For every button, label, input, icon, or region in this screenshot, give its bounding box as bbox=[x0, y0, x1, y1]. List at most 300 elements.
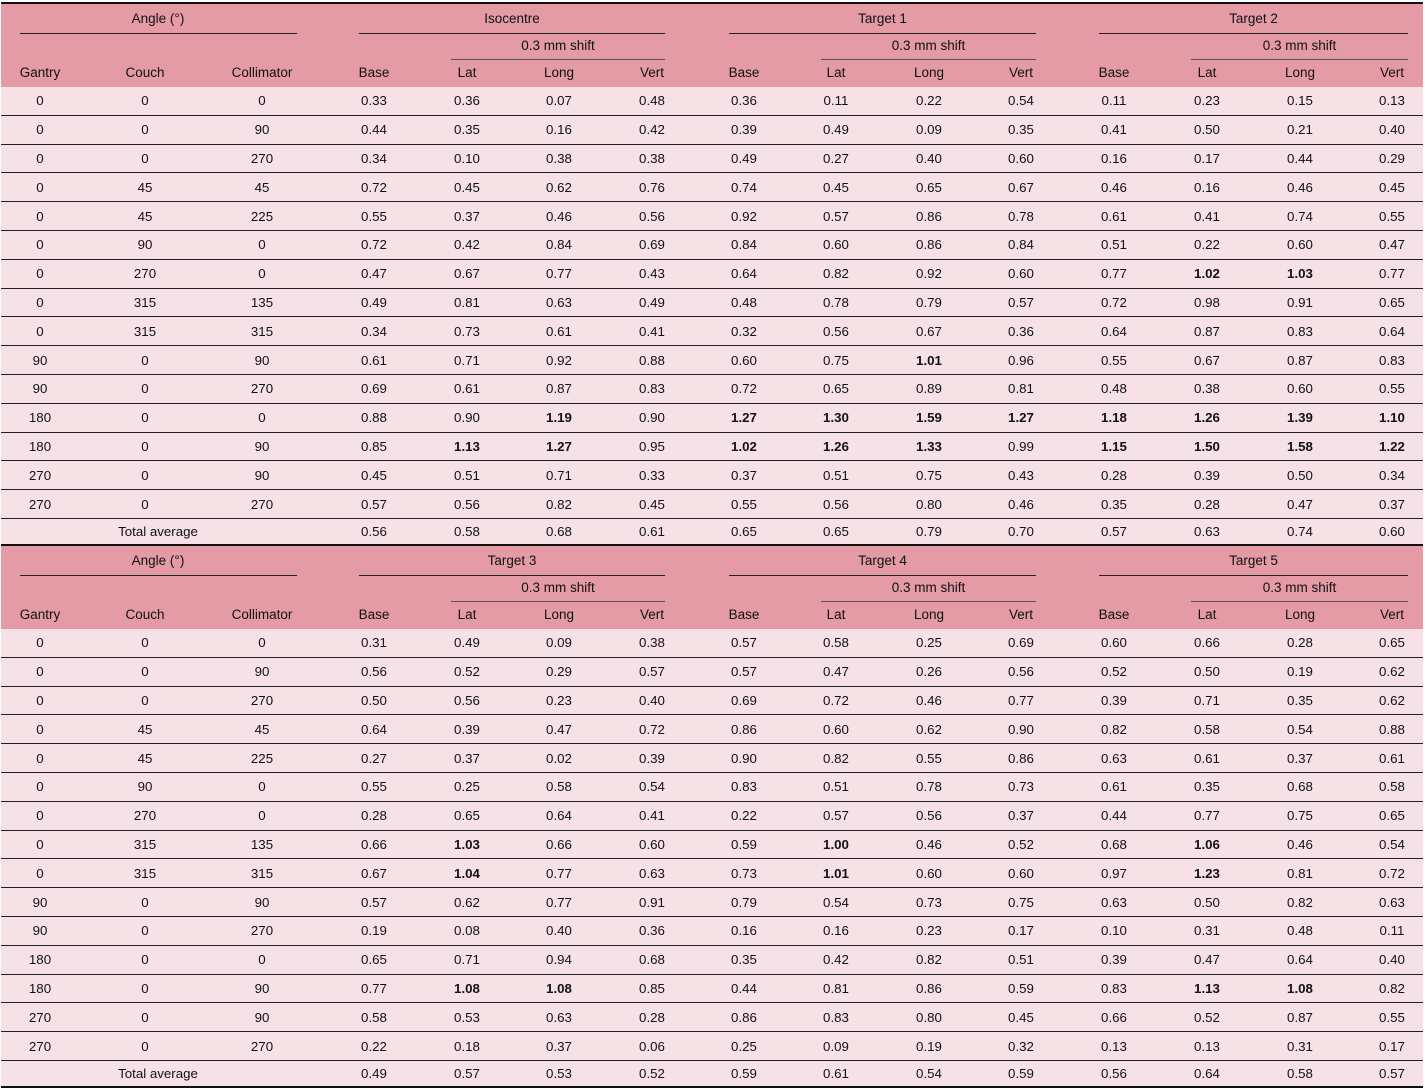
value-cell-bold: 1.08 bbox=[454, 980, 480, 996]
column-header-collimator: Collimator bbox=[231, 65, 293, 80]
table-header bbox=[1, 4, 1423, 87]
angle-cell-collimator: 90 bbox=[254, 467, 270, 483]
angle-cell-collimator: 0 bbox=[258, 410, 266, 426]
value-cell: 0.88 bbox=[361, 410, 387, 426]
value-cell: 0.52 bbox=[454, 664, 480, 680]
angle-cell-collimator: 90 bbox=[254, 664, 270, 680]
angle-cell-gantry: 0 bbox=[36, 779, 44, 795]
column-header-target-4-lat: Lat bbox=[826, 606, 846, 622]
angle-header-rule bbox=[20, 33, 297, 34]
value-cell: 0.36 bbox=[731, 93, 757, 109]
value-cell: 0.36 bbox=[454, 93, 480, 109]
value-cell: 0.82 bbox=[1287, 894, 1313, 910]
value-cell: 0.55 bbox=[1379, 1009, 1405, 1025]
angle-cell-collimator: 270 bbox=[250, 1038, 274, 1054]
value-cell: 0.65 bbox=[1379, 808, 1405, 824]
value-cell: 0.37 bbox=[731, 467, 757, 483]
angle-cell-couch: 0 bbox=[141, 150, 149, 166]
value-cell: 0.58 bbox=[1379, 779, 1405, 795]
total-average-value: 0.65 bbox=[731, 523, 757, 539]
angle-cell-collimator: 90 bbox=[254, 438, 270, 454]
value-cell-bold: 1.13 bbox=[1194, 980, 1220, 996]
table-row bbox=[1, 259, 1423, 288]
value-cell: 0.63 bbox=[1379, 894, 1405, 910]
table-row bbox=[1, 316, 1423, 345]
value-cell: 0.72 bbox=[731, 381, 757, 397]
angle-cell-collimator: 90 bbox=[254, 980, 270, 996]
angle-cell-gantry: 0 bbox=[36, 237, 44, 253]
angle-cell-couch: 0 bbox=[141, 894, 149, 910]
value-cell: 0.37 bbox=[1379, 496, 1405, 512]
column-header-target-2-base: Base bbox=[1098, 65, 1130, 80]
angle-cell-collimator: 0 bbox=[258, 266, 266, 282]
angle-cell-couch: 45 bbox=[137, 721, 153, 737]
value-cell: 0.60 bbox=[1008, 150, 1034, 166]
angle-cell-collimator: 0 bbox=[258, 237, 266, 253]
value-cell bbox=[889, 404, 969, 432]
value-cell: 0.45 bbox=[823, 179, 849, 195]
value-cell: 0.60 bbox=[823, 237, 849, 253]
value-cell: 0.55 bbox=[1379, 381, 1405, 397]
value-cell bbox=[1167, 831, 1247, 859]
value-cell: 0.65 bbox=[361, 952, 387, 968]
value-cell: 0.82 bbox=[1101, 721, 1127, 737]
value-cell: 0.27 bbox=[361, 750, 387, 766]
value-cell: 0.25 bbox=[916, 635, 942, 651]
value-cell: 0.11 bbox=[1379, 923, 1405, 939]
value-cell: 0.39 bbox=[1101, 692, 1127, 708]
table-row bbox=[1, 629, 1423, 657]
value-cell: 0.60 bbox=[916, 865, 942, 881]
angle-cell-collimator: 135 bbox=[250, 836, 274, 852]
value-cell: 0.86 bbox=[916, 237, 942, 253]
value-cell: 0.48 bbox=[1287, 923, 1313, 939]
value-cell: 0.22 bbox=[731, 808, 757, 824]
total-average-value: 0.61 bbox=[639, 523, 665, 539]
value-cell: 0.58 bbox=[546, 779, 572, 795]
value-cell: 0.54 bbox=[1379, 836, 1405, 852]
value-cell: 0.48 bbox=[639, 93, 665, 109]
value-cell: 0.55 bbox=[1379, 208, 1405, 224]
value-cell: 0.59 bbox=[731, 836, 757, 852]
shift-rule-target-4 bbox=[821, 601, 1036, 602]
angle-cell-couch: 0 bbox=[141, 980, 149, 996]
table-row bbox=[1, 714, 1423, 743]
value-cell: 0.09 bbox=[546, 635, 572, 651]
angle-cell-collimator: 90 bbox=[254, 1009, 270, 1025]
value-cell: 0.56 bbox=[823, 496, 849, 512]
column-header-target-1-base: Base bbox=[728, 65, 760, 80]
table-row bbox=[1, 432, 1423, 461]
value-cell: 0.65 bbox=[823, 381, 849, 397]
angle-cell-gantry: 0 bbox=[36, 836, 44, 852]
value-cell: 0.72 bbox=[1101, 294, 1127, 310]
value-cell: 0.55 bbox=[361, 779, 387, 795]
angle-cell-gantry: 270 bbox=[28, 467, 52, 483]
angle-cell-gantry: 0 bbox=[36, 323, 44, 339]
value-cell: 0.38 bbox=[639, 635, 665, 651]
angle-cell-couch: 270 bbox=[133, 266, 157, 282]
angle-cell-gantry: 180 bbox=[28, 438, 52, 454]
value-cell: 0.72 bbox=[823, 692, 849, 708]
value-cell: 0.62 bbox=[546, 179, 572, 195]
value-cell: 0.40 bbox=[546, 923, 572, 939]
value-cell-bold: 1.26 bbox=[1194, 410, 1220, 426]
value-cell: 0.46 bbox=[916, 836, 942, 852]
value-cell: 0.56 bbox=[823, 323, 849, 339]
value-cell: 0.35 bbox=[1101, 496, 1127, 512]
value-cell: 0.67 bbox=[361, 865, 387, 881]
value-cell-bold: 1.10 bbox=[1379, 410, 1405, 426]
value-cell: 0.49 bbox=[454, 635, 480, 651]
value-cell: 0.35 bbox=[1287, 692, 1313, 708]
value-cell bbox=[519, 404, 599, 432]
angle-cell-couch: 0 bbox=[141, 952, 149, 968]
value-cell: 0.17 bbox=[1008, 923, 1034, 939]
shift-header-target-4: 0.3 mm shift bbox=[891, 579, 966, 595]
value-cell: 0.88 bbox=[1379, 721, 1405, 737]
table-row bbox=[1, 1002, 1423, 1031]
group-header-target-3: Target 3 bbox=[487, 552, 537, 568]
value-cell: 0.17 bbox=[1379, 1038, 1405, 1054]
value-cell bbox=[1260, 433, 1340, 461]
value-cell: 0.41 bbox=[1194, 208, 1220, 224]
angle-cell-couch: 0 bbox=[141, 410, 149, 426]
shift-rule-target-2 bbox=[1191, 59, 1408, 60]
value-cell: 0.59 bbox=[1008, 980, 1034, 996]
value-cell: 0.39 bbox=[639, 750, 665, 766]
value-cell: 0.54 bbox=[823, 894, 849, 910]
value-cell: 0.84 bbox=[546, 237, 572, 253]
value-cell: 0.16 bbox=[1101, 150, 1127, 166]
table-row bbox=[1, 374, 1423, 403]
value-cell: 0.19 bbox=[916, 1038, 942, 1054]
table-row bbox=[1, 489, 1423, 518]
value-cell: 0.49 bbox=[731, 150, 757, 166]
value-cell: 0.77 bbox=[361, 980, 387, 996]
angle-cell-couch: 45 bbox=[137, 179, 153, 195]
shift-rule-target-5 bbox=[1191, 601, 1408, 602]
total-average-value: 0.59 bbox=[731, 1065, 757, 1081]
group-header-target-4: Target 4 bbox=[858, 552, 907, 568]
value-cell: 0.10 bbox=[1101, 923, 1127, 939]
value-cell: 0.82 bbox=[1379, 980, 1405, 996]
value-cell: 0.56 bbox=[1008, 664, 1034, 680]
value-cell: 0.44 bbox=[731, 980, 757, 996]
angle-cell-collimator: 315 bbox=[250, 323, 274, 339]
value-cell: 0.52 bbox=[1194, 1009, 1220, 1025]
value-cell bbox=[796, 831, 876, 859]
value-cell: 0.80 bbox=[916, 1009, 942, 1025]
value-cell: 0.81 bbox=[1008, 381, 1034, 397]
value-cell-bold: 1.30 bbox=[823, 410, 849, 426]
value-cell: 0.60 bbox=[1287, 237, 1313, 253]
value-cell: 0.73 bbox=[731, 865, 757, 881]
column-header-target-3-vert: Vert bbox=[639, 606, 664, 622]
angle-cell-couch: 0 bbox=[141, 122, 149, 138]
value-cell: 0.69 bbox=[1008, 635, 1034, 651]
value-cell: 0.42 bbox=[454, 237, 480, 253]
angle-cell-couch: 0 bbox=[141, 93, 149, 109]
shift-header-isocentre: 0.3 mm shift bbox=[521, 38, 595, 53]
value-cell: 0.73 bbox=[454, 323, 480, 339]
angle-cell-couch: 0 bbox=[141, 381, 149, 397]
value-cell: 0.83 bbox=[639, 381, 665, 397]
value-cell: 0.56 bbox=[916, 808, 942, 824]
value-cell: 0.63 bbox=[639, 865, 665, 881]
value-cell-bold: 1.08 bbox=[1287, 980, 1313, 996]
total-average-value: 0.58 bbox=[454, 523, 480, 539]
value-cell: 0.51 bbox=[823, 467, 849, 483]
value-cell: 0.92 bbox=[731, 208, 757, 224]
total-average-value: 0.61 bbox=[823, 1065, 849, 1081]
angle-cell-couch: 0 bbox=[141, 635, 149, 651]
angle-cell-couch: 315 bbox=[133, 294, 157, 310]
value-cell: 0.10 bbox=[454, 150, 480, 166]
value-cell-bold: 1.08 bbox=[546, 980, 572, 996]
value-cell: 0.48 bbox=[731, 294, 757, 310]
total-average-value: 0.57 bbox=[1379, 1065, 1405, 1081]
angle-cell-gantry: 90 bbox=[32, 381, 48, 397]
group-rule-target-2 bbox=[1099, 33, 1408, 34]
angle-cell-collimator: 0 bbox=[258, 952, 266, 968]
value-cell: 0.33 bbox=[361, 93, 387, 109]
value-cell: 0.63 bbox=[546, 1009, 572, 1025]
value-cell: 0.77 bbox=[546, 865, 572, 881]
value-cell: 0.39 bbox=[731, 122, 757, 138]
value-cell: 0.15 bbox=[1287, 93, 1313, 109]
value-cell bbox=[427, 859, 507, 887]
total-average-value: 0.57 bbox=[454, 1065, 480, 1081]
group-rule-target-3 bbox=[359, 575, 665, 576]
value-cell: 0.94 bbox=[546, 952, 572, 968]
value-cell: 0.16 bbox=[823, 923, 849, 939]
angle-cell-gantry: 180 bbox=[28, 980, 52, 996]
angle-cell-gantry: 0 bbox=[36, 664, 44, 680]
value-cell: 0.58 bbox=[823, 635, 849, 651]
angle-cell-couch: 0 bbox=[141, 467, 149, 483]
angle-header: Angle (°) bbox=[131, 552, 185, 568]
value-cell: 0.33 bbox=[639, 467, 665, 483]
value-cell: 0.65 bbox=[1379, 635, 1405, 651]
value-cell: 0.80 bbox=[916, 496, 942, 512]
value-cell: 0.64 bbox=[731, 266, 757, 282]
angle-cell-gantry: 0 bbox=[36, 865, 44, 881]
total-average-value: 0.63 bbox=[1194, 523, 1220, 539]
value-cell: 0.83 bbox=[731, 779, 757, 795]
group-header-target-5: Target 5 bbox=[1229, 552, 1278, 568]
angle-cell-collimator: 0 bbox=[258, 808, 266, 824]
value-cell: 0.75 bbox=[916, 467, 942, 483]
angle-cell-collimator: 45 bbox=[254, 179, 270, 195]
angle-cell-couch: 315 bbox=[133, 836, 157, 852]
value-cell bbox=[519, 975, 599, 1003]
angle-cell-gantry: 0 bbox=[36, 721, 44, 737]
value-cell: 0.42 bbox=[639, 122, 665, 138]
value-cell: 0.25 bbox=[454, 779, 480, 795]
value-cell: 0.49 bbox=[361, 294, 387, 310]
value-cell: 0.68 bbox=[639, 952, 665, 968]
value-cell: 0.13 bbox=[1379, 93, 1405, 109]
value-cell: 0.62 bbox=[916, 721, 942, 737]
angle-cell-couch: 0 bbox=[141, 692, 149, 708]
column-header-couch: Couch bbox=[125, 606, 165, 622]
value-cell: 0.21 bbox=[1287, 122, 1313, 138]
column-header-target-5-long: Long bbox=[1284, 606, 1316, 622]
total-average-value: 0.64 bbox=[1194, 1065, 1220, 1081]
value-cell: 0.65 bbox=[454, 808, 480, 824]
angle-cell-gantry: 0 bbox=[36, 692, 44, 708]
value-cell-bold: 1.02 bbox=[1194, 266, 1220, 282]
value-cell: 0.50 bbox=[361, 692, 387, 708]
value-cell-bold: 1.27 bbox=[731, 410, 757, 426]
value-cell: 0.47 bbox=[1194, 952, 1220, 968]
value-cell: 0.35 bbox=[1008, 122, 1034, 138]
angle-cell-couch: 0 bbox=[141, 664, 149, 680]
value-cell-bold: 1.50 bbox=[1194, 438, 1220, 454]
table-row bbox=[1, 288, 1423, 317]
value-cell: 0.56 bbox=[454, 496, 480, 512]
table-row bbox=[1, 830, 1423, 859]
value-cell: 0.45 bbox=[1379, 179, 1405, 195]
column-header-target-3-lat: Lat bbox=[457, 606, 477, 622]
value-cell: 0.88 bbox=[639, 352, 665, 368]
value-cell: 0.61 bbox=[361, 352, 387, 368]
value-cell: 0.72 bbox=[639, 721, 665, 737]
column-header-target-5-lat: Lat bbox=[1197, 606, 1217, 622]
angle-cell-gantry: 0 bbox=[36, 808, 44, 824]
value-cell: 0.45 bbox=[639, 496, 665, 512]
value-cell: 0.81 bbox=[1287, 865, 1313, 881]
value-cell bbox=[427, 433, 507, 461]
angle-cell-gantry: 270 bbox=[28, 496, 52, 512]
value-cell: 0.13 bbox=[1101, 1038, 1127, 1054]
value-cell: 0.71 bbox=[546, 467, 572, 483]
table-row bbox=[1, 144, 1423, 173]
value-cell: 0.64 bbox=[1101, 323, 1127, 339]
value-cell: 0.38 bbox=[546, 150, 572, 166]
value-cell bbox=[427, 975, 507, 1003]
value-cell: 0.35 bbox=[454, 122, 480, 138]
value-cell: 0.61 bbox=[1101, 779, 1127, 795]
value-cell-bold: 1.26 bbox=[823, 438, 849, 454]
value-cell-bold: 1.02 bbox=[731, 438, 757, 454]
angle-cell-couch: 45 bbox=[137, 750, 153, 766]
angle-cell-collimator: 270 bbox=[250, 692, 274, 708]
value-cell: 0.78 bbox=[1008, 208, 1034, 224]
value-cell: 0.69 bbox=[361, 381, 387, 397]
angle-cell-gantry: 0 bbox=[36, 122, 44, 138]
angle-cell-collimator: 45 bbox=[254, 721, 270, 737]
value-cell: 0.61 bbox=[1194, 750, 1220, 766]
total-average-value: 0.70 bbox=[1008, 523, 1034, 539]
angle-cell-couch: 0 bbox=[141, 1038, 149, 1054]
value-cell bbox=[981, 404, 1061, 432]
column-header-collimator: Collimator bbox=[231, 606, 293, 622]
value-cell: 0.78 bbox=[916, 779, 942, 795]
total-average-row bbox=[1, 518, 1423, 544]
value-cell: 0.40 bbox=[1379, 952, 1405, 968]
value-cell: 0.77 bbox=[1379, 266, 1405, 282]
value-cell: 0.73 bbox=[1008, 779, 1034, 795]
value-cell: 0.41 bbox=[639, 323, 665, 339]
value-cell: 0.89 bbox=[916, 381, 942, 397]
group-rule-isocentre bbox=[359, 33, 665, 34]
angle-cell-couch: 270 bbox=[133, 808, 157, 824]
value-cell: 0.83 bbox=[1379, 352, 1405, 368]
value-cell-bold: 1.39 bbox=[1287, 410, 1313, 426]
value-cell: 0.78 bbox=[823, 294, 849, 310]
total-average-value: 0.52 bbox=[639, 1065, 665, 1081]
value-cell-bold: 1.06 bbox=[1194, 836, 1220, 852]
column-header-target-2-vert: Vert bbox=[1379, 65, 1404, 80]
value-cell: 0.18 bbox=[454, 1038, 480, 1054]
value-cell: 0.08 bbox=[454, 923, 480, 939]
value-cell: 0.84 bbox=[731, 237, 757, 253]
value-cell: 0.68 bbox=[1101, 836, 1127, 852]
angle-cell-couch: 0 bbox=[141, 923, 149, 939]
group-header-target-1: Target 1 bbox=[858, 11, 907, 26]
value-cell: 0.66 bbox=[1101, 1009, 1127, 1025]
value-cell: 0.28 bbox=[1101, 467, 1127, 483]
value-cell-bold: 1.23 bbox=[1194, 865, 1220, 881]
value-cell: 0.44 bbox=[1101, 808, 1127, 824]
value-cell bbox=[1260, 260, 1340, 288]
value-cell: 0.51 bbox=[1101, 237, 1127, 253]
value-cell: 0.64 bbox=[1287, 952, 1313, 968]
column-header-target-2-long: Long bbox=[1284, 65, 1316, 80]
group-header-isocentre: Isocentre bbox=[484, 11, 540, 26]
value-cell-bold: 1.58 bbox=[1287, 438, 1313, 454]
angle-cell-gantry: 0 bbox=[36, 750, 44, 766]
value-cell: 0.73 bbox=[916, 894, 942, 910]
total-average-value: 0.74 bbox=[1287, 523, 1313, 539]
value-cell: 0.90 bbox=[454, 410, 480, 426]
value-cell: 0.47 bbox=[546, 721, 572, 737]
value-cell: 0.37 bbox=[1008, 808, 1034, 824]
value-cell: 0.13 bbox=[1194, 1038, 1220, 1054]
shift-rule-target-3 bbox=[451, 601, 665, 602]
value-cell: 0.82 bbox=[546, 496, 572, 512]
value-cell: 0.79 bbox=[731, 894, 757, 910]
table-row bbox=[1, 887, 1423, 916]
value-cell bbox=[704, 433, 784, 461]
value-cell bbox=[796, 404, 876, 432]
group-header-target-2: Target 2 bbox=[1229, 11, 1278, 26]
value-cell: 0.55 bbox=[731, 496, 757, 512]
value-cell: 0.49 bbox=[639, 294, 665, 310]
value-cell: 0.57 bbox=[639, 664, 665, 680]
angle-cell-couch: 315 bbox=[133, 865, 157, 881]
table-row bbox=[1, 230, 1423, 259]
group-rule-target-4 bbox=[729, 575, 1036, 576]
value-cell: 0.90 bbox=[731, 750, 757, 766]
value-cell: 0.50 bbox=[1194, 664, 1220, 680]
column-header-isocentre-vert: Vert bbox=[639, 65, 664, 80]
total-average-value: 0.49 bbox=[361, 1065, 387, 1081]
value-cell bbox=[1074, 404, 1154, 432]
value-cell: 0.27 bbox=[823, 150, 849, 166]
value-cell: 0.19 bbox=[1287, 664, 1313, 680]
value-cell: 0.86 bbox=[731, 1009, 757, 1025]
angle-cell-gantry: 0 bbox=[36, 179, 44, 195]
value-cell: 0.67 bbox=[454, 266, 480, 282]
value-cell: 0.50 bbox=[1194, 122, 1220, 138]
value-cell: 0.02 bbox=[546, 750, 572, 766]
table-row bbox=[1, 945, 1423, 974]
value-cell: 0.86 bbox=[916, 208, 942, 224]
value-cell: 0.46 bbox=[1287, 179, 1313, 195]
